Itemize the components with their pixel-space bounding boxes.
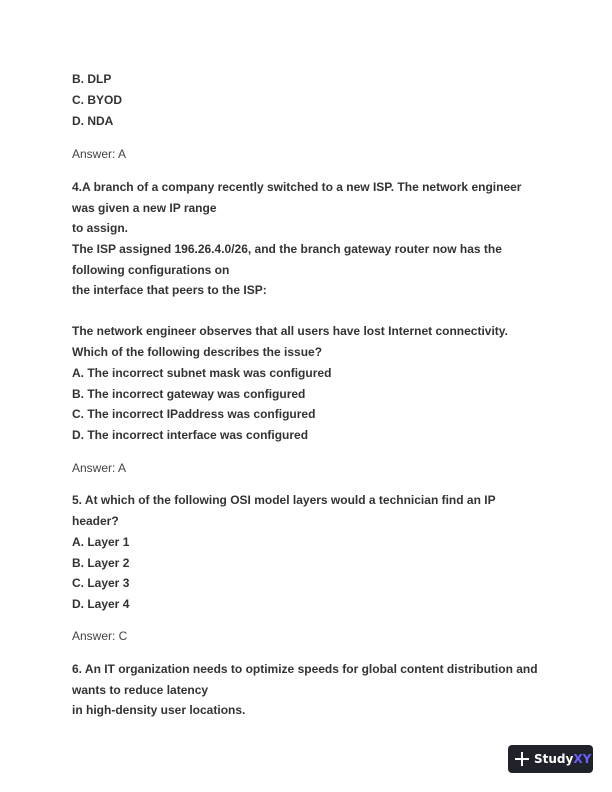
q4-option-c: C. The incorrect IPaddress was configured	[72, 407, 316, 421]
studyxy-logo-badge[interactable]	[508, 745, 593, 773]
q5-option-b: B. Layer 2	[72, 556, 130, 570]
q4-line: to assign.	[72, 221, 129, 235]
q4-option-a: A. The incorrect subnet mask was configured	[72, 366, 332, 380]
brand-accent: XY	[573, 752, 592, 766]
q3-option-c: C. BYOD	[72, 93, 123, 107]
q4-line: The ISP assigned 196.26.4.0/26, and the branch gateway router now has the	[72, 242, 502, 256]
q6-line: wants to reduce latency	[72, 683, 209, 697]
q4-option-d: D. The incorrect interface was configured	[72, 428, 309, 442]
q3-option-b: B. DLP	[72, 72, 112, 86]
q5-option-c: C. Layer 3	[72, 576, 130, 590]
q4-line: The network engineer observes that all users have lost Internet connectivity.	[72, 324, 508, 338]
plus-icon	[514, 751, 530, 767]
q4-line: 4.A branch of a company recently switched to a new ISP. The network engineer	[72, 180, 522, 194]
q3-option-d: D. NDA	[72, 114, 114, 128]
q5-option-a: A. Layer 1	[72, 535, 130, 549]
q6-line: 6. An IT organization needs to optimize speeds for global content distribution and	[72, 662, 538, 676]
q4-option-b: B. The incorrect gateway was configured	[72, 387, 306, 401]
q4-line: the interface that peers to the ISP:	[72, 283, 267, 297]
q5-line: 5. At which of the following OSI model layers would a technician find an IP	[72, 493, 496, 507]
q5-option-d: D. Layer 4	[72, 597, 130, 611]
q5-answer: Answer: C	[72, 629, 128, 643]
q4-line: Which of the following describes the issue?	[72, 345, 323, 359]
q3-answer: Answer: A	[72, 147, 127, 161]
q6-line: in high-density user locations.	[72, 703, 246, 717]
q5-line: header?	[72, 514, 119, 528]
q4-line: was given a new IP range	[72, 201, 217, 215]
studyxy-logo-text	[534, 752, 591, 766]
q4-line: following configurations on	[72, 263, 230, 277]
brand-main: Study	[534, 752, 574, 766]
q4-answer: Answer: A	[72, 461, 127, 475]
